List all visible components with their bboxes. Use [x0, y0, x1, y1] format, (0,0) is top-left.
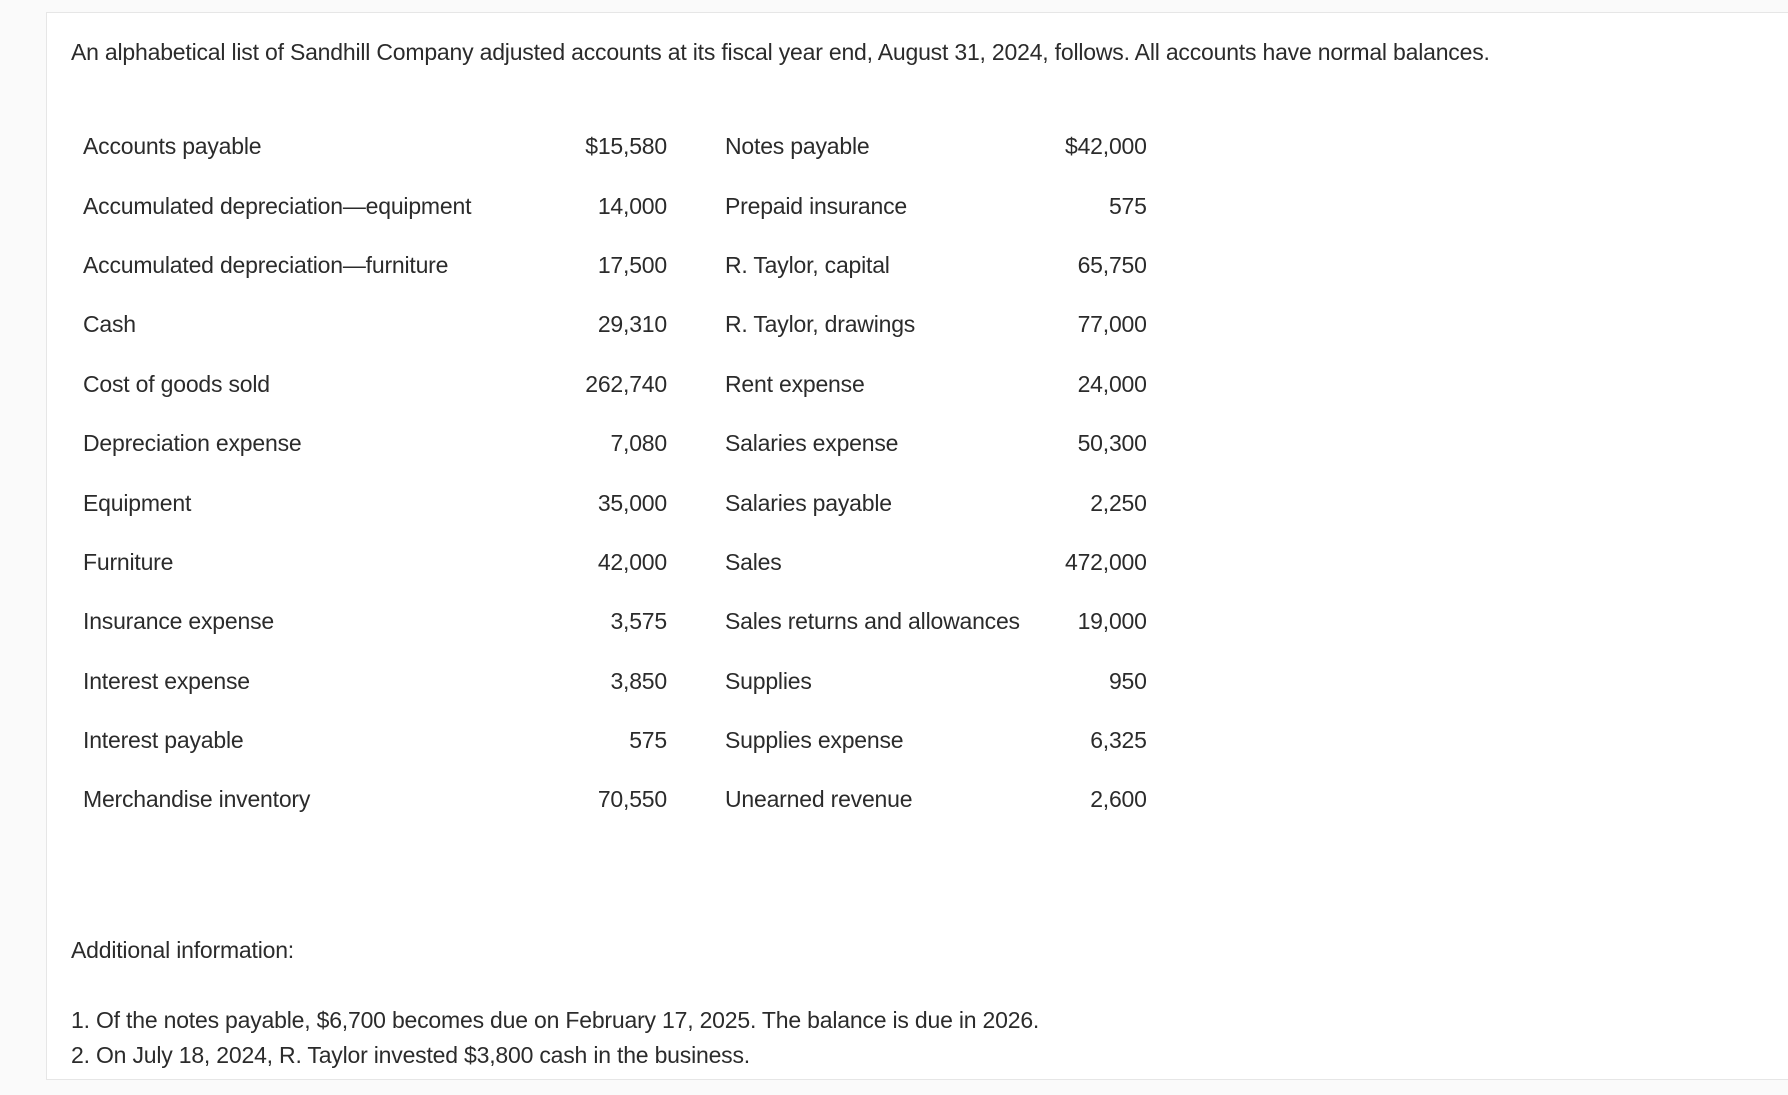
column-gap [667, 355, 725, 414]
table-row [83, 770, 1147, 829]
table-row [83, 295, 1147, 354]
column-gap [667, 414, 725, 473]
account-amount: 70,550 [597, 786, 667, 813]
account-amount: 50,300 [1077, 430, 1147, 457]
account-name: Sales returns and allowances [725, 608, 1020, 635]
table-row [83, 117, 1147, 176]
account-name: Supplies expense [725, 727, 904, 754]
account-amount: 950 [1108, 667, 1147, 694]
account-name: Accumulated depreciation—furniture [83, 251, 449, 278]
accounts-table [83, 117, 1147, 830]
account-amount: 77,000 [1077, 311, 1147, 338]
account-name: Prepaid insurance [725, 192, 907, 219]
account-amount: 35,000 [597, 489, 667, 516]
column-gap [667, 533, 725, 592]
account-amount: 19,000 [1077, 608, 1147, 635]
table-row [83, 592, 1147, 651]
column-gap [667, 473, 725, 532]
account-amount: 3,850 [610, 667, 667, 694]
column-gap [667, 117, 725, 176]
account-name: Interest payable [83, 727, 244, 754]
account-name: Merchandise inventory [83, 786, 311, 813]
column-gap [667, 652, 725, 711]
account-name: R. Taylor, capital [725, 251, 890, 278]
additional-info-list [71, 1003, 1039, 1073]
account-name: Cash [83, 311, 136, 338]
additional-info-item: 1. Of the notes payable, $6,700 becomes due on February 17, 2025. The balance is due in 2026. [71, 1007, 1040, 1033]
account-name: Notes payable [725, 133, 870, 160]
question-card [46, 12, 1788, 1080]
account-name: Salaries expense [725, 430, 899, 457]
account-amount: 2,250 [1090, 489, 1147, 516]
account-name: Accumulated depreciation—equipment [83, 192, 472, 219]
account-name: Depreciation expense [83, 430, 302, 457]
account-amount: 2,600 [1090, 786, 1147, 813]
table-row [83, 652, 1147, 711]
account-name: Accounts payable [83, 133, 262, 160]
table-row [83, 355, 1147, 414]
account-name: Equipment [83, 489, 192, 516]
account-amount: 575 [629, 727, 667, 754]
column-gap [667, 711, 725, 770]
additional-info-item: 2. On July 18, 2024, R. Taylor invested $3,800 cash in the business. [71, 1042, 750, 1068]
table-row [83, 473, 1147, 532]
column-gap [667, 236, 725, 295]
account-name: Supplies [725, 667, 812, 694]
account-amount: 42,000 [597, 548, 667, 575]
column-gap [667, 770, 725, 829]
account-name: Cost of goods sold [83, 370, 270, 397]
account-name: Salaries payable [725, 489, 892, 516]
table-row [83, 176, 1147, 235]
account-amount: 6,325 [1090, 727, 1147, 754]
account-amount: $42,000 [1065, 133, 1147, 160]
account-amount: 262,740 [585, 370, 667, 397]
account-name: R. Taylor, drawings [725, 311, 916, 338]
account-name: Sales [725, 548, 782, 575]
account-name: Unearned revenue [725, 786, 913, 813]
account-amount: 3,575 [610, 608, 667, 635]
intro-text: An alphabetical list of Sandhill Company adjusted accounts at its fiscal year end, August 31, 2024, follows. All accounts have normal balances. [71, 39, 1490, 65]
account-name: Rent expense [725, 370, 865, 397]
account-name: Furniture [83, 548, 174, 575]
table-row [83, 236, 1147, 295]
account-amount: 17,500 [597, 251, 667, 278]
account-name: Interest expense [83, 667, 250, 694]
account-amount: 65,750 [1077, 251, 1147, 278]
account-amount: 575 [1108, 192, 1147, 219]
table-row [83, 533, 1147, 592]
column-gap [667, 592, 725, 651]
column-gap [667, 295, 725, 354]
account-amount: $15,580 [585, 133, 667, 160]
account-amount: 29,310 [597, 311, 667, 338]
account-amount: 24,000 [1077, 370, 1147, 397]
account-name: Insurance expense [83, 608, 274, 635]
column-gap [667, 176, 725, 235]
account-amount: 14,000 [597, 192, 667, 219]
table-row [83, 414, 1147, 473]
account-amount: 472,000 [1065, 548, 1147, 575]
additional-info-title: Additional information: [71, 937, 294, 963]
account-amount: 7,080 [610, 430, 667, 457]
table-row [83, 711, 1147, 770]
